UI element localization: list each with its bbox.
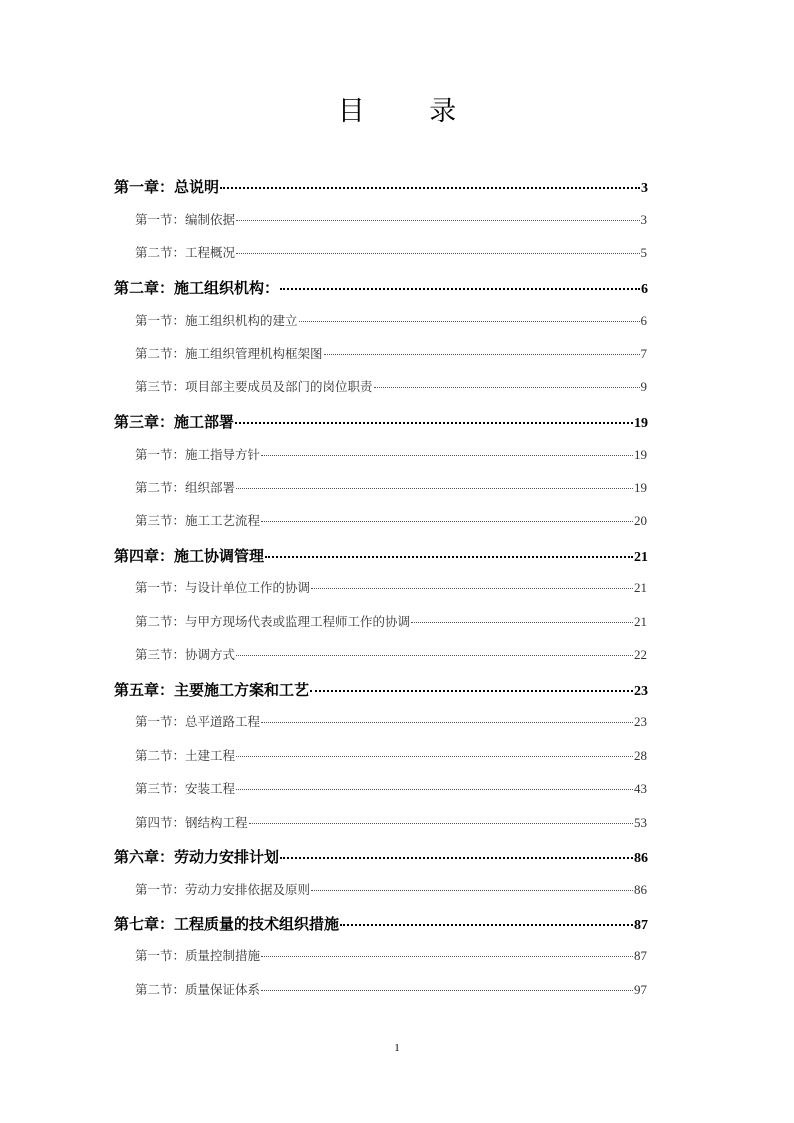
- dot-leader: [235, 412, 633, 427]
- toc-section-entry[interactable]: [135, 880, 647, 898]
- title-char-1: 目: [337, 96, 365, 127]
- toc-section-entry[interactable]: [135, 210, 647, 228]
- dot-leader: [299, 313, 640, 326]
- toc-entry-label: 第二节：工程概况: [135, 245, 236, 260]
- toc-entry-label: 第二节：土建工程: [135, 748, 236, 763]
- toc-entry-label: 第一节：与设计单位工作的协调: [135, 580, 311, 595]
- title-char-2: 录: [429, 96, 457, 127]
- toc-section-entry[interactable]: [135, 779, 647, 797]
- dot-leader: [236, 647, 633, 660]
- toc-section-entry[interactable]: [135, 980, 647, 998]
- toc-section-entry[interactable]: [135, 311, 647, 329]
- toc-entry-label: 第一节：施工组织机构的建立: [135, 313, 298, 328]
- toc-entry-page-number: 7: [640, 346, 647, 361]
- toc-chapter-entry[interactable]: [114, 176, 648, 197]
- toc-entry-page-number: 6: [640, 313, 647, 328]
- toc-entry-label: 第二节：组织部署: [135, 480, 236, 495]
- toc-entry-page-number: 23: [634, 684, 648, 699]
- toc-section-entry[interactable]: [135, 712, 647, 730]
- page-title: [0, 94, 794, 130]
- toc-entry-page-number: 3: [640, 212, 647, 227]
- toc-entry-page-number: 19: [634, 480, 647, 495]
- toc-entry-label: 第一节：编制依据: [135, 212, 236, 227]
- toc-section-entry[interactable]: [135, 377, 647, 395]
- toc-section-entry[interactable]: [135, 344, 647, 362]
- toc-section-entry[interactable]: [135, 578, 647, 596]
- toc-chapter-entry[interactable]: [114, 846, 648, 867]
- toc-entry-page-number: 6: [641, 282, 648, 297]
- toc-entry-label: 第一节：劳动力安排依据及原则: [135, 882, 311, 897]
- toc-entry-page-number: 3: [641, 181, 648, 196]
- toc-chapter-entry[interactable]: [114, 679, 648, 700]
- dot-leader: [310, 680, 633, 695]
- dot-leader: [236, 781, 633, 794]
- dot-leader: [236, 245, 639, 258]
- toc-entry-label: 第二章：施工组织机构：: [114, 279, 280, 297]
- toc-entry-page-number: 21: [634, 614, 647, 629]
- dot-leader: [311, 882, 633, 895]
- toc-entry-page-number: 87: [634, 918, 648, 933]
- page-number: 1: [394, 1042, 400, 1054]
- toc-section-entry[interactable]: [135, 746, 647, 764]
- toc-entry-page-number: 21: [634, 550, 648, 565]
- toc-entry-page-number: 19: [634, 416, 648, 431]
- toc-entry-page-number: 87: [634, 948, 647, 963]
- dot-leader: [261, 447, 633, 460]
- toc-entry-page-number: 22: [634, 647, 647, 662]
- dot-leader: [236, 212, 639, 225]
- toc-entry-label: 第三节：安装工程: [135, 781, 236, 796]
- toc-entry-label: 第三章：施工部署: [114, 413, 235, 431]
- dot-leader: [249, 815, 633, 828]
- dot-leader: [261, 982, 633, 995]
- toc-entry-page-number: 20: [634, 513, 647, 528]
- toc-section-entry[interactable]: [135, 813, 647, 831]
- toc-entry-label: 第三节：施工工艺流程: [135, 513, 261, 528]
- toc-entry-label: 第一节：质量控制措施: [135, 948, 261, 963]
- dot-leader: [220, 177, 640, 192]
- dot-leader: [411, 614, 633, 627]
- toc-entry-label: 第三节：协调方式: [135, 647, 236, 662]
- dot-leader: [261, 513, 633, 526]
- toc-entry-label: 第七章：工程质量的技术组织措施: [114, 915, 340, 933]
- dot-leader: [261, 948, 633, 961]
- toc-section-entry[interactable]: [135, 645, 647, 663]
- toc-chapter-entry[interactable]: [114, 913, 648, 934]
- toc-entry-page-number: 9: [640, 379, 647, 394]
- toc-entry-page-number: 53: [634, 815, 647, 830]
- toc-entry-label: 第一章：总说明: [114, 178, 220, 196]
- toc-entry-label: 第一节：总平道路工程: [135, 714, 261, 729]
- toc-entry-page-number: 28: [634, 748, 647, 763]
- toc-section-entry[interactable]: [135, 511, 647, 529]
- toc-entry-page-number: 5: [640, 245, 647, 260]
- toc-chapter-entry[interactable]: [114, 411, 648, 432]
- toc-section-entry[interactable]: [135, 243, 647, 261]
- toc-entry-label: 第三节：项目部主要成员及部门的岗位职责: [135, 379, 373, 394]
- toc-entry-page-number: 97: [634, 982, 647, 997]
- toc-entry-page-number: 86: [634, 882, 647, 897]
- toc-section-entry[interactable]: [135, 445, 647, 463]
- toc-entry-label: 第六章：劳动力安排计划: [114, 848, 280, 866]
- toc-entry-page-number: 43: [634, 781, 647, 796]
- toc-chapter-entry[interactable]: [114, 277, 648, 298]
- dot-leader: [374, 379, 640, 392]
- toc-chapter-entry[interactable]: [114, 545, 648, 566]
- toc-entry-page-number: 23: [634, 714, 647, 729]
- toc-entry-label: 第四章：施工协调管理: [114, 547, 265, 565]
- toc-section-entry[interactable]: [135, 946, 647, 964]
- toc-entry-label: 第二节：与甲方现场代表或监理工程师工作的协调: [135, 614, 411, 629]
- toc-entry-label: 第五章：主要施工方案和工艺: [114, 681, 310, 699]
- toc-entry-label: 第四节：钢结构工程: [135, 815, 248, 830]
- toc-entry-label: 第二节：质量保证体系: [135, 982, 261, 997]
- toc-section-entry[interactable]: [135, 612, 647, 630]
- dot-leader: [236, 748, 633, 761]
- dot-leader: [261, 714, 633, 727]
- toc-entry-page-number: 86: [634, 851, 648, 866]
- toc-entry-page-number: 21: [634, 580, 647, 595]
- dot-leader: [311, 580, 633, 593]
- dot-leader: [236, 480, 633, 493]
- dot-leader: [340, 914, 633, 929]
- toc-section-entry[interactable]: [135, 478, 647, 496]
- toc-entry-label: 第二节：施工组织管理机构框架图: [135, 346, 323, 361]
- toc-entry-label: 第一节：施工指导方针: [135, 447, 261, 462]
- dot-leader: [280, 847, 633, 862]
- toc-entry-page-number: 19: [634, 447, 647, 462]
- dot-leader: [324, 346, 640, 359]
- dot-leader: [280, 278, 640, 293]
- dot-leader: [265, 546, 633, 561]
